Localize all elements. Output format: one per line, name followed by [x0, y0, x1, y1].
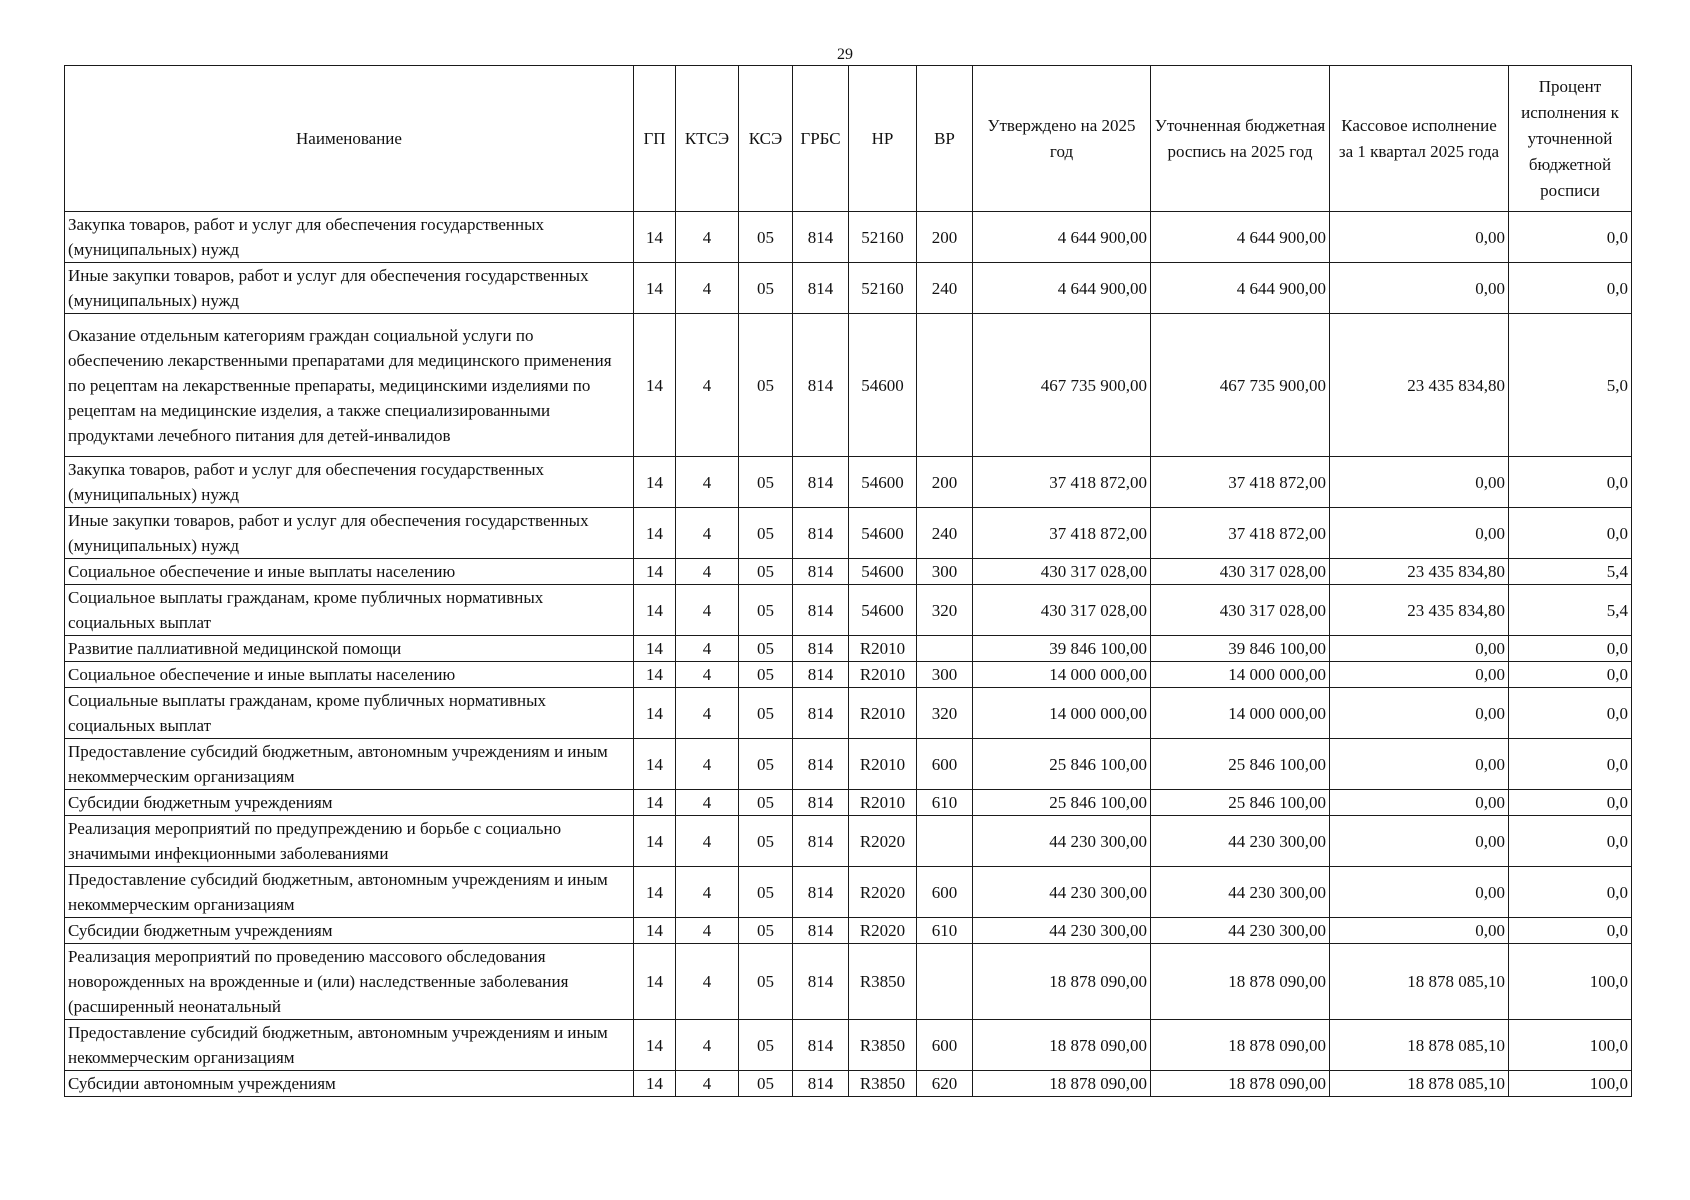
table-row	[65, 636, 1632, 662]
table-row	[65, 559, 1632, 585]
cell-grbs: 814	[793, 314, 849, 457]
header-executed: Кассовое исполнение за 1 квартал 2025 года	[1330, 66, 1509, 212]
cell-name: Реализация мероприятий по предупреждению и борьбе с социально значимыми инфекционными заболеваниями	[65, 816, 634, 867]
cell-kse: 05	[739, 314, 793, 457]
cell-grbs: 814	[793, 867, 849, 918]
cell-executed: 0,00	[1330, 457, 1509, 508]
cell-name: Закупка товаров, работ и услуг для обеспечения государственных (муниципальных) нужд	[65, 212, 634, 263]
cell-name: Закупка товаров, работ и услуг для обеспечения государственных (муниципальных) нужд	[65, 457, 634, 508]
cell-grbs: 814	[793, 212, 849, 263]
cell-vr: 240	[917, 508, 973, 559]
cell-nr: R2010	[849, 739, 917, 790]
cell-ktse: 4	[676, 585, 739, 636]
table-row	[65, 1071, 1632, 1097]
cell-executed: 18 878 085,10	[1330, 1071, 1509, 1097]
cell-ktse: 4	[676, 790, 739, 816]
cell-ktse: 4	[676, 636, 739, 662]
cell-ktse: 4	[676, 918, 739, 944]
cell-grbs: 814	[793, 508, 849, 559]
header-gp: ГП	[634, 66, 676, 212]
cell-percent: 0,0	[1509, 212, 1632, 263]
cell-approved: 39 846 100,00	[973, 636, 1151, 662]
cell-kse: 05	[739, 688, 793, 739]
cell-executed: 0,00	[1330, 790, 1509, 816]
cell-grbs: 814	[793, 636, 849, 662]
cell-nr: R3850	[849, 1020, 917, 1071]
table-row	[65, 263, 1632, 314]
cell-executed: 0,00	[1330, 662, 1509, 688]
cell-refined: 44 230 300,00	[1151, 867, 1330, 918]
cell-approved: 25 846 100,00	[973, 790, 1151, 816]
cell-vr: 320	[917, 585, 973, 636]
cell-refined: 14 000 000,00	[1151, 688, 1330, 739]
cell-vr: 300	[917, 662, 973, 688]
cell-refined: 14 000 000,00	[1151, 662, 1330, 688]
cell-approved: 14 000 000,00	[973, 688, 1151, 739]
cell-kse: 05	[739, 790, 793, 816]
cell-percent: 0,0	[1509, 790, 1632, 816]
cell-percent: 5,4	[1509, 585, 1632, 636]
budget-table	[64, 65, 1632, 1097]
cell-nr: R2010	[849, 790, 917, 816]
header-approved: Утверждено на 2025 год	[973, 66, 1151, 212]
table-row	[65, 1020, 1632, 1071]
cell-name: Реализация мероприятий по проведению массового обследования новорожденных на врожденные и (или) наследственные заболевания (расширенный неонатальный	[65, 944, 634, 1020]
cell-executed: 23 435 834,80	[1330, 314, 1509, 457]
cell-approved: 44 230 300,00	[973, 816, 1151, 867]
cell-gp: 14	[634, 816, 676, 867]
table-row	[65, 790, 1632, 816]
cell-executed: 0,00	[1330, 263, 1509, 314]
cell-grbs: 814	[793, 559, 849, 585]
table-row	[65, 944, 1632, 1020]
cell-name: Социальное обеспечение и иные выплаты населению	[65, 559, 634, 585]
header-nr: НР	[849, 66, 917, 212]
cell-executed: 18 878 085,10	[1330, 944, 1509, 1020]
cell-percent: 0,0	[1509, 739, 1632, 790]
cell-executed: 0,00	[1330, 508, 1509, 559]
cell-name: Социальное выплаты гражданам, кроме публичных нормативных социальных выплат	[65, 585, 634, 636]
table-row	[65, 688, 1632, 739]
page-number: 29	[837, 46, 853, 63]
cell-kse: 05	[739, 263, 793, 314]
cell-grbs: 814	[793, 662, 849, 688]
cell-nr: 54600	[849, 585, 917, 636]
cell-nr: R3850	[849, 944, 917, 1020]
cell-vr: 320	[917, 688, 973, 739]
header-refined: Уточненная бюджетная роспись на 2025 год	[1151, 66, 1330, 212]
cell-ktse: 4	[676, 1071, 739, 1097]
cell-refined: 25 846 100,00	[1151, 790, 1330, 816]
cell-executed: 18 878 085,10	[1330, 1020, 1509, 1071]
cell-executed: 0,00	[1330, 867, 1509, 918]
cell-ktse: 4	[676, 559, 739, 585]
cell-gp: 14	[634, 457, 676, 508]
cell-gp: 14	[634, 688, 676, 739]
cell-refined: 37 418 872,00	[1151, 508, 1330, 559]
cell-refined: 18 878 090,00	[1151, 944, 1330, 1020]
cell-gp: 14	[634, 1071, 676, 1097]
cell-gp: 14	[634, 790, 676, 816]
cell-vr: 610	[917, 790, 973, 816]
cell-grbs: 814	[793, 1071, 849, 1097]
cell-nr: R2020	[849, 918, 917, 944]
cell-refined: 44 230 300,00	[1151, 816, 1330, 867]
cell-executed: 23 435 834,80	[1330, 559, 1509, 585]
cell-gp: 14	[634, 739, 676, 790]
cell-gp: 14	[634, 636, 676, 662]
cell-percent: 100,0	[1509, 944, 1632, 1020]
cell-kse: 05	[739, 585, 793, 636]
cell-name: Социальное обеспечение и иные выплаты населению	[65, 662, 634, 688]
cell-vr: 610	[917, 918, 973, 944]
cell-approved: 44 230 300,00	[973, 918, 1151, 944]
cell-kse: 05	[739, 457, 793, 508]
cell-refined: 37 418 872,00	[1151, 457, 1330, 508]
cell-vr: 620	[917, 1071, 973, 1097]
cell-ktse: 4	[676, 263, 739, 314]
cell-gp: 14	[634, 918, 676, 944]
cell-kse: 05	[739, 212, 793, 263]
cell-nr: R2010	[849, 662, 917, 688]
cell-ktse: 4	[676, 314, 739, 457]
cell-approved: 14 000 000,00	[973, 662, 1151, 688]
cell-approved: 25 846 100,00	[973, 739, 1151, 790]
header-vr: ВР	[917, 66, 973, 212]
cell-grbs: 814	[793, 457, 849, 508]
table-row	[65, 662, 1632, 688]
cell-percent: 100,0	[1509, 1071, 1632, 1097]
cell-name: Оказание отдельным категориям граждан социальной услуги по обеспечению лекарственными препаратами для медицинского применения по рецептам на лекарственные препараты, медицинскими изделиями по рецептам на медицинские изделия, а также специализированными продуктами лечебного питания для детей-инвалидов	[65, 314, 634, 457]
cell-percent: 0,0	[1509, 636, 1632, 662]
cell-grbs: 814	[793, 816, 849, 867]
table-row	[65, 508, 1632, 559]
cell-gp: 14	[634, 212, 676, 263]
cell-refined: 467 735 900,00	[1151, 314, 1330, 457]
cell-approved: 430 317 028,00	[973, 585, 1151, 636]
cell-gp: 14	[634, 559, 676, 585]
cell-ktse: 4	[676, 508, 739, 559]
cell-nr: 52160	[849, 212, 917, 263]
cell-kse: 05	[739, 1071, 793, 1097]
cell-executed: 0,00	[1330, 688, 1509, 739]
cell-name: Субсидии автономным учреждениям	[65, 1071, 634, 1097]
table-row	[65, 457, 1632, 508]
cell-executed: 23 435 834,80	[1330, 585, 1509, 636]
cell-refined: 4 644 900,00	[1151, 212, 1330, 263]
header-kse: КСЭ	[739, 66, 793, 212]
cell-grbs: 814	[793, 263, 849, 314]
table-row	[65, 585, 1632, 636]
cell-nr: R3850	[849, 1071, 917, 1097]
table-row	[65, 918, 1632, 944]
cell-kse: 05	[739, 944, 793, 1020]
cell-percent: 0,0	[1509, 688, 1632, 739]
cell-gp: 14	[634, 585, 676, 636]
cell-nr: R2010	[849, 636, 917, 662]
cell-executed: 0,00	[1330, 212, 1509, 263]
cell-grbs: 814	[793, 688, 849, 739]
cell-kse: 05	[739, 1020, 793, 1071]
cell-name: Предоставление субсидий бюджетным, автономным учреждениям и иным некоммерческим организациям	[65, 867, 634, 918]
cell-gp: 14	[634, 263, 676, 314]
cell-approved: 37 418 872,00	[973, 457, 1151, 508]
cell-name: Субсидии бюджетным учреждениям	[65, 790, 634, 816]
cell-percent: 0,0	[1509, 662, 1632, 688]
cell-percent: 0,0	[1509, 457, 1632, 508]
cell-refined: 430 317 028,00	[1151, 559, 1330, 585]
cell-vr: 200	[917, 212, 973, 263]
cell-vr: 600	[917, 1020, 973, 1071]
cell-gp: 14	[634, 314, 676, 457]
cell-kse: 05	[739, 918, 793, 944]
cell-nr: R2010	[849, 688, 917, 739]
cell-kse: 05	[739, 662, 793, 688]
cell-approved: 467 735 900,00	[973, 314, 1151, 457]
cell-vr	[917, 944, 973, 1020]
cell-vr	[917, 636, 973, 662]
cell-approved: 4 644 900,00	[973, 263, 1151, 314]
cell-nr: R2020	[849, 816, 917, 867]
cell-kse: 05	[739, 816, 793, 867]
cell-name: Развитие паллиативной медицинской помощи	[65, 636, 634, 662]
cell-ktse: 4	[676, 212, 739, 263]
cell-refined: 39 846 100,00	[1151, 636, 1330, 662]
cell-name: Предоставление субсидий бюджетным, автономным учреждениям и иным некоммерческим организациям	[65, 1020, 634, 1071]
cell-refined: 18 878 090,00	[1151, 1071, 1330, 1097]
cell-vr	[917, 816, 973, 867]
table-row	[65, 867, 1632, 918]
cell-grbs: 814	[793, 944, 849, 1020]
cell-name: Субсидии бюджетным учреждениям	[65, 918, 634, 944]
cell-gp: 14	[634, 662, 676, 688]
cell-grbs: 814	[793, 918, 849, 944]
cell-ktse: 4	[676, 816, 739, 867]
cell-gp: 14	[634, 1020, 676, 1071]
cell-percent: 5,0	[1509, 314, 1632, 457]
cell-vr: 240	[917, 263, 973, 314]
cell-ktse: 4	[676, 457, 739, 508]
cell-refined: 44 230 300,00	[1151, 918, 1330, 944]
cell-kse: 05	[739, 739, 793, 790]
cell-nr: 54600	[849, 508, 917, 559]
table-row	[65, 212, 1632, 263]
cell-nr: R2020	[849, 867, 917, 918]
cell-refined: 4 644 900,00	[1151, 263, 1330, 314]
cell-percent: 0,0	[1509, 867, 1632, 918]
cell-vr: 600	[917, 867, 973, 918]
table-body	[65, 212, 1632, 1097]
table-row	[65, 314, 1632, 457]
cell-approved: 44 230 300,00	[973, 867, 1151, 918]
cell-executed: 0,00	[1330, 636, 1509, 662]
header-percent: Процент исполнения к уточненной бюджетной росписи	[1509, 66, 1632, 212]
cell-ktse: 4	[676, 739, 739, 790]
cell-kse: 05	[739, 559, 793, 585]
cell-ktse: 4	[676, 1020, 739, 1071]
cell-ktse: 4	[676, 688, 739, 739]
cell-percent: 5,4	[1509, 559, 1632, 585]
cell-name: Иные закупки товаров, работ и услуг для обеспечения государственных (муниципальных) нужд	[65, 508, 634, 559]
cell-grbs: 814	[793, 585, 849, 636]
cell-vr	[917, 314, 973, 457]
cell-percent: 0,0	[1509, 508, 1632, 559]
cell-nr: 54600	[849, 559, 917, 585]
cell-ktse: 4	[676, 662, 739, 688]
cell-approved: 18 878 090,00	[973, 944, 1151, 1020]
table-row	[65, 816, 1632, 867]
cell-refined: 18 878 090,00	[1151, 1020, 1330, 1071]
cell-kse: 05	[739, 508, 793, 559]
cell-grbs: 814	[793, 790, 849, 816]
cell-approved: 18 878 090,00	[973, 1071, 1151, 1097]
cell-vr: 200	[917, 457, 973, 508]
cell-executed: 0,00	[1330, 918, 1509, 944]
cell-ktse: 4	[676, 944, 739, 1020]
cell-percent: 0,0	[1509, 816, 1632, 867]
cell-ktse: 4	[676, 867, 739, 918]
table-header	[65, 66, 1632, 212]
header-ktse: КТСЭ	[676, 66, 739, 212]
header-grbs: ГРБС	[793, 66, 849, 212]
cell-approved: 18 878 090,00	[973, 1020, 1151, 1071]
cell-name: Предоставление субсидий бюджетным, автономным учреждениям и иным некоммерческим организациям	[65, 739, 634, 790]
cell-grbs: 814	[793, 739, 849, 790]
cell-percent: 100,0	[1509, 1020, 1632, 1071]
cell-executed: 0,00	[1330, 816, 1509, 867]
cell-approved: 37 418 872,00	[973, 508, 1151, 559]
header-name: Наименование	[65, 66, 634, 212]
cell-kse: 05	[739, 636, 793, 662]
cell-approved: 4 644 900,00	[973, 212, 1151, 263]
cell-name: Иные закупки товаров, работ и услуг для обеспечения государственных (муниципальных) нужд	[65, 263, 634, 314]
cell-nr: 54600	[849, 457, 917, 508]
cell-approved: 430 317 028,00	[973, 559, 1151, 585]
cell-refined: 25 846 100,00	[1151, 739, 1330, 790]
cell-nr: 54600	[849, 314, 917, 457]
cell-vr: 600	[917, 739, 973, 790]
cell-executed: 0,00	[1330, 739, 1509, 790]
cell-gp: 14	[634, 867, 676, 918]
cell-grbs: 814	[793, 1020, 849, 1071]
cell-nr: 52160	[849, 263, 917, 314]
table-row	[65, 739, 1632, 790]
cell-vr: 300	[917, 559, 973, 585]
cell-percent: 0,0	[1509, 263, 1632, 314]
cell-gp: 14	[634, 944, 676, 1020]
cell-refined: 430 317 028,00	[1151, 585, 1330, 636]
cell-name: Социальные выплаты гражданам, кроме публичных нормативных социальных выплат	[65, 688, 634, 739]
cell-gp: 14	[634, 508, 676, 559]
cell-kse: 05	[739, 867, 793, 918]
cell-percent: 0,0	[1509, 918, 1632, 944]
